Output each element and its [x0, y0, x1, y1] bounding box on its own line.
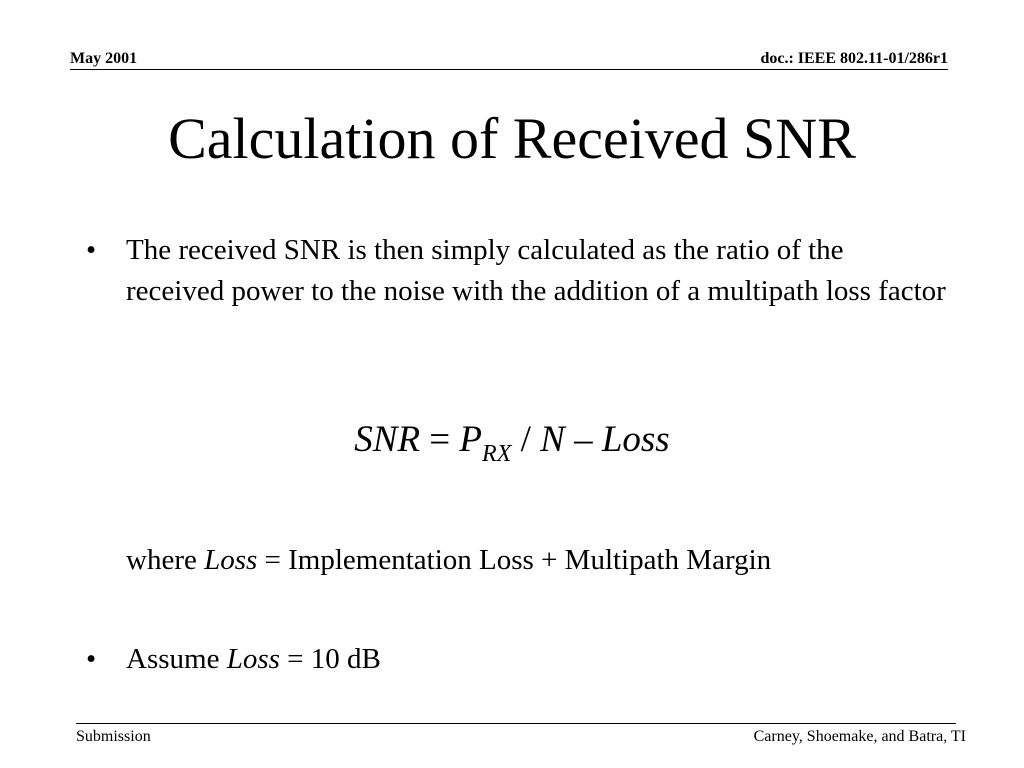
formula-minus: – [564, 419, 602, 460]
bullet-2-term: Loss [226, 643, 280, 675]
formula-n: N [540, 419, 565, 460]
snr-formula [0, 415, 1024, 465]
bullet-2-suffix: = 10 dB [279, 643, 381, 675]
where-term: Loss [204, 544, 258, 576]
where-prefix: where [126, 544, 205, 576]
where-suffix: = Implementation Loss + Multipath Margin [257, 544, 772, 576]
bullet-marker-2: • [86, 643, 97, 675]
header-date: May 2001 [70, 50, 138, 67]
header-divider [70, 69, 948, 70]
slide-title: Calculation of Received SNR [168, 106, 856, 171]
formula-p: P [459, 419, 483, 460]
footer-submission: Submission [76, 728, 151, 745]
formula-snr: SNR [354, 419, 421, 460]
bullet-2-prefix: Assume [126, 643, 227, 675]
formula-equals: = [420, 419, 460, 460]
loss-definition [126, 540, 771, 581]
formula-loss: Loss [601, 419, 670, 460]
footer-authors: Carney, Shoemake, and Batra, TI [753, 728, 966, 745]
footer-divider [76, 723, 956, 724]
formula-p-subscript: RX [482, 441, 512, 467]
bullet-text-1: The received SNR is then simply calculated as the ratio of the received power to the noise with the addition of a multipath loss factor [126, 234, 946, 307]
header-doc-id: doc.: IEEE 802.11-01/286r1 [760, 50, 948, 67]
formula-slash: / [511, 419, 541, 460]
bullet-marker-1: • [86, 234, 97, 266]
bullet-text-2 [126, 639, 381, 680]
